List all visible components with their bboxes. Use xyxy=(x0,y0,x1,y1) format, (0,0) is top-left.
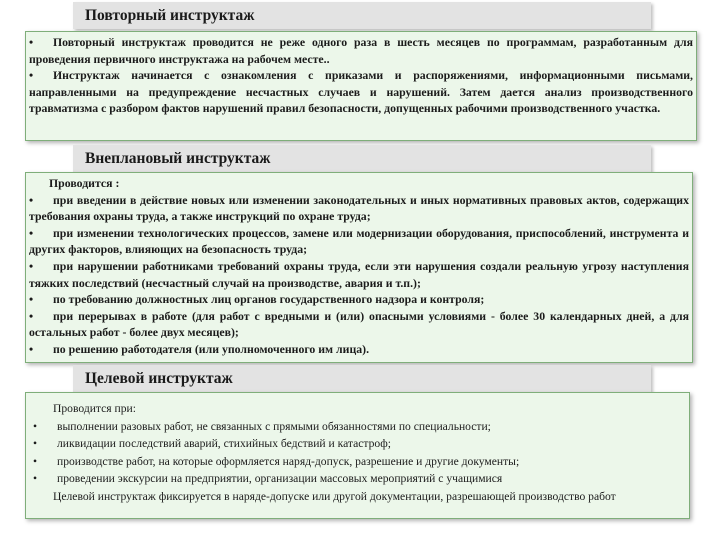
bullet-icon: • xyxy=(29,225,34,240)
section-title-targeted-briefing: Целевой инструктаж xyxy=(73,365,651,392)
list-item: • Инструктаж начинается с ознакомления с приказами и распоряжениями, информационными письмами, направленными на предупреждение несчастных случаев и нарушений. Затем дается анализ производственного травматизма с разбором фактов нарушений правил безопасности, допущенных рабочими производственного участка. xyxy=(29,68,693,116)
bullet-icon: • xyxy=(33,437,38,450)
section-body-targeted-briefing xyxy=(25,392,690,519)
list-item: • при перерывах в работе (для работ с вредными и (или) опасными условиями - более 30 календарных дней, а для остальных работ - более двух месяцев); xyxy=(29,308,689,340)
list-item: • при нарушении работниками требований охраны труда, если эти нарушения создали реальную угрозу наступления тяжких последствий (несчастный случай на производстве, авария и т.п.); xyxy=(29,258,689,290)
list-item: • по требованию должностных лиц органов государственного надзора и контроля; xyxy=(29,292,485,307)
section-body-unscheduled-briefing xyxy=(25,172,693,363)
list-item: • по решению работодателя (или уполномоченного им лица). xyxy=(29,341,370,356)
list-item: • производстве работ, на которые оформляется наряд-допуск, разрешение и другие документы; xyxy=(33,453,686,471)
bullet-icon: • xyxy=(33,472,38,485)
section-body-repeated-briefing xyxy=(25,31,697,141)
bullet-icon: • xyxy=(29,192,34,207)
list-item: • Повторный инструктаж проводится не реже одного раза в шесть месяцев по программам, разработанным для проведения первичного инструктажа на рабочем месте.. xyxy=(29,35,693,66)
list-item: • при изменении технологических процессов, замене или модернизации оборудования, приспособлений, инструмента и других факторов, влияющих на безопасность труда; xyxy=(29,225,689,257)
bullet-icon: • xyxy=(29,35,34,49)
bullet-icon: • xyxy=(33,419,38,433)
section-intro: Проводится : xyxy=(49,176,120,190)
section-title-repeated-briefing: Повторный инструктаж xyxy=(73,2,651,29)
list-item: • при введении в действие новых или изменении законодательных и иных нормативных правовых актов, содержащих требования охраны труда, а также инструкций по охране труда; xyxy=(29,192,689,224)
bullet-icon: • xyxy=(29,308,34,323)
bullet-icon: • xyxy=(29,68,34,83)
list-item: • выполнении разовых работ, не связанных с прямыми обязанностями по специальности; xyxy=(33,418,686,436)
bullet-icon: • xyxy=(29,341,34,356)
list-item: • проведении экскурсии на предприятии, организации массовых мероприятий с учащимися xyxy=(33,470,686,488)
bullet-icon: • xyxy=(29,292,34,307)
section-intro: Проводится при: xyxy=(53,402,136,415)
bullet-icon: • xyxy=(33,454,38,468)
list-item: • ликвидации последствий аварий, стихийных бедствий и катастроф; xyxy=(33,435,686,453)
bullet-icon: • xyxy=(29,258,34,273)
section-footer: Целевой инструктаж фиксируется в наряде-допуске или другой документации, разрешающей производство работ xyxy=(53,489,616,503)
section-title-unscheduled-briefing: Внеплановый инструктаж xyxy=(73,145,651,172)
